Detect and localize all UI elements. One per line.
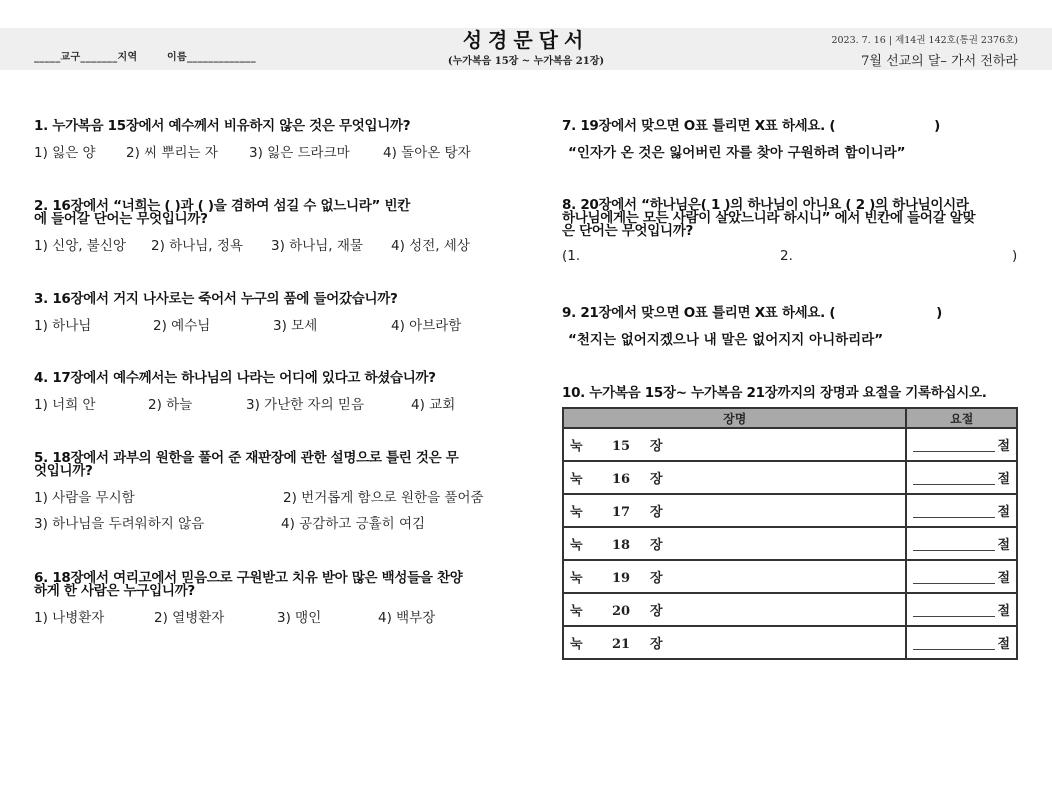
verse-blank[interactable] (913, 517, 995, 518)
verse-cell[interactable]: 절 (906, 527, 1017, 560)
option-4[interactable]: 4) 공감하고 긍휼히 여김 (281, 516, 426, 532)
question-text: 4. 17장에서 예수께서는 하나님의 나라는 어디에 있다고 하셨습니까? (34, 370, 436, 386)
question-text-line2: 하나님에게는 모든 사람이 살았느니라 하시니” 에서 빈칸에 들어갈 알맞 (562, 210, 976, 226)
answer-close-paren: ) (1012, 248, 1018, 264)
chapter-verse-table (562, 407, 1018, 660)
table-row (563, 527, 1017, 560)
fill-in-answers (562, 248, 1022, 266)
chapter-cell[interactable]: 눅 21 장 (563, 626, 906, 659)
option-2[interactable]: 2) 번거롭게 함으로 원한을 풀어줌 (283, 490, 484, 506)
answer-options (34, 234, 504, 252)
worksheet-header (0, 28, 1052, 70)
verse-cell[interactable]: 절 (906, 494, 1017, 527)
answer-1-label[interactable]: (1. (562, 248, 581, 264)
answer-options (34, 314, 504, 332)
answer-options-row1 (34, 486, 504, 504)
option-2[interactable]: 2) 하늘 (148, 397, 193, 413)
option-3[interactable]: 3) 모세 (273, 318, 318, 334)
scripture-quote: “인자가 온 것은 잃어버린 자를 찾아 구원하려 함이니라” (568, 145, 906, 161)
verse-blank[interactable] (913, 583, 995, 584)
question-text-line1: 6. 18장에서 여리고에서 믿음으로 구원받고 치유 받아 많은 백성들을 찬양 (34, 570, 463, 586)
chapter-cell[interactable]: 눅 16 장 (563, 461, 906, 494)
chapter-cell[interactable]: 눅 20 장 (563, 593, 906, 626)
verse-cell[interactable]: 절 (906, 560, 1017, 593)
option-3[interactable]: 3) 가난한 자의 믿음 (246, 397, 365, 413)
table-row (563, 428, 1017, 461)
question-10 (562, 387, 1032, 400)
verse-blank[interactable] (913, 451, 995, 452)
option-4[interactable]: 4) 교회 (411, 397, 456, 413)
option-1[interactable]: 1) 나병환자 (34, 610, 105, 626)
table-row (563, 626, 1017, 659)
question-1 (34, 120, 504, 159)
verse-cell[interactable]: 절 (906, 626, 1017, 659)
option-3[interactable]: 3) 하나님, 재물 (271, 238, 363, 254)
issue-date: 2023. 7. 16 | 제14권 142호(통권 2376호) (831, 35, 1018, 46)
verse-blank[interactable] (913, 616, 995, 617)
question-text: 10. 누가복음 15장~ 누가복음 21장까지의 장명과 요절을 기록하십시오. (562, 385, 987, 401)
question-5 (34, 452, 504, 530)
question-3 (34, 293, 504, 332)
option-4[interactable]: 4) 돌아온 탕자 (383, 145, 471, 161)
question-text-line1: 5. 18장에서 과부의 원한을 풀어 준 재판장에 관한 설명으로 틀린 것은 무 (34, 450, 459, 466)
answer-options (34, 141, 504, 159)
option-3[interactable]: 3) 맹인 (277, 610, 322, 626)
verse-blank[interactable] (913, 484, 995, 485)
question-text-line1: 2. 16장에서 “너희는 ( )과 ( )을 겸하여 섬길 수 없느니라” 빈칸 (34, 198, 410, 214)
option-2[interactable]: 2) 예수님 (153, 318, 211, 334)
option-1[interactable]: 1) 사람을 무시함 (34, 490, 135, 506)
parish-field[interactable]: _____교구_______지역 (34, 52, 138, 63)
question-2 (34, 200, 504, 252)
option-2[interactable]: 2) 하나님, 정욕 (151, 238, 243, 254)
question-7 (562, 120, 1022, 161)
page-title: 성경문답서 (462, 28, 590, 52)
option-2[interactable]: 2) 씨 뿌리는 자 (126, 145, 218, 161)
option-4[interactable]: 4) 성전, 세상 (391, 238, 470, 254)
monthly-theme: 7월 선교의 달– 가서 전하라 (861, 54, 1018, 69)
name-field[interactable]: 이름_____________ (167, 52, 256, 63)
question-8 (562, 199, 1022, 266)
table-row (563, 494, 1017, 527)
option-3[interactable]: 3) 잃은 드라크마 (249, 145, 350, 161)
question-text-line1: 8. 20장에서 “하나님은( 1 )의 하나님이 아니요 ( 2 )의 하나님이시라 (562, 197, 969, 213)
column-header-verse: 요절 (906, 408, 1017, 428)
verse-blank[interactable] (913, 550, 995, 551)
chapter-cell[interactable]: 눅 15 장 (563, 428, 906, 461)
verse-cell[interactable]: 절 (906, 428, 1017, 461)
question-text-line3: 은 단어는 무엇입니까? (562, 223, 693, 239)
chapter-cell[interactable]: 눅 18 장 (563, 527, 906, 560)
question-text-line2: 하게 한 사람은 누구입니까? (34, 583, 195, 599)
option-1[interactable]: 1) 너희 안 (34, 397, 96, 413)
option-3[interactable]: 3) 하나님을 두려워하지 않음 (34, 516, 205, 532)
scripture-quote: “천지는 없어지겠으나 내 말은 없어지지 아니하리라” (568, 332, 884, 348)
page-subtitle: (누가복음 15장 ~ 누가복음 21장) (447, 56, 605, 67)
question-text: 9. 21장에서 맞으면 O표 틀리면 X표 하세요. ( ) (562, 305, 942, 321)
table-row (563, 461, 1017, 494)
option-2[interactable]: 2) 열병환자 (154, 610, 225, 626)
verse-cell[interactable]: 절 (906, 593, 1017, 626)
table-row (563, 560, 1017, 593)
chapter-cell[interactable]: 눅 19 장 (563, 560, 906, 593)
option-4[interactable]: 4) 백부장 (378, 610, 436, 626)
question-text: 1. 누가복음 15장에서 예수께서 비유하지 않은 것은 무엇입니까? (34, 118, 411, 134)
question-9 (562, 307, 1022, 348)
question-4 (34, 372, 504, 411)
option-4[interactable]: 4) 아브라함 (391, 318, 462, 334)
verse-cell[interactable]: 절 (906, 461, 1017, 494)
question-text: 7. 19장에서 맞으면 O표 틀리면 X표 하세요. ( ) (562, 118, 940, 134)
column-header-chapter: 장명 (563, 408, 906, 428)
answer-options-row2 (34, 512, 504, 530)
question-text: 3. 16장에서 거지 나사로는 죽어서 누구의 품에 들어갔습니까? (34, 291, 398, 307)
answer-options (34, 393, 504, 411)
question-6 (34, 572, 504, 624)
question-text-line2: 에 들어갈 단어는 무엇입니까? (34, 211, 208, 227)
question-text-line2: 엇입니까? (34, 463, 93, 479)
option-1[interactable]: 1) 잃은 양 (34, 145, 96, 161)
answer-options (34, 606, 504, 624)
answer-2-label[interactable]: 2. (780, 248, 793, 264)
option-1[interactable]: 1) 신앙, 불신앙 (34, 238, 126, 254)
table-row (563, 593, 1017, 626)
option-1[interactable]: 1) 하나님 (34, 318, 92, 334)
verse-blank[interactable] (913, 649, 995, 650)
chapter-cell[interactable]: 눅 17 장 (563, 494, 906, 527)
